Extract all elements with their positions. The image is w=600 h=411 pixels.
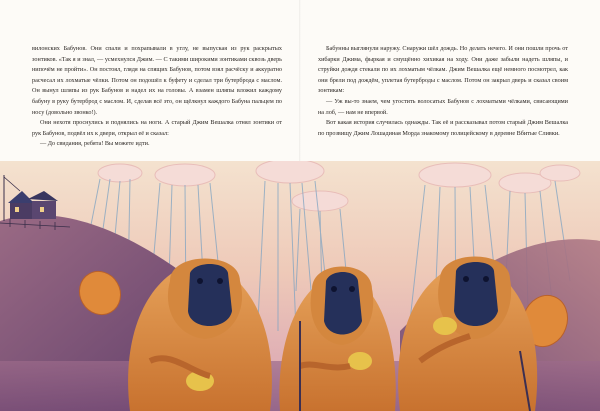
left-paragraph-1: вилонских Бабунов. Они спали и похрапывали в углу, не выпуская из рук раскрытых зонтиков. «Так я и знал, — усмехнулся Джим. — С такими широкими зонтиками сквозь дверь нипочём не пройти». Он постоял, глядя на спящих Бабунов, потом взял расчёску и аккуратно расчесал их лохматые чёлки. Потом он подошёл к буфету и сделал три бутерброда с маслом. Он вынул шляпы из рук Бабунов и надел их на головы. А взамен шляпы вложил каждому бабуну в руку бутерброд с маслом. И, сделав всё это, он щёлкнул каждого Бабуна пальцем по носу (довольно звонко!). <box>32 45 282 116</box>
left-paragraph-3: — До свидания, ребята! Вы можете идти. <box>40 140 150 148</box>
right-paragraph-2: — Уж вы-то знаем, чем угостить волосатых Бабунов с лохматыми чёлками, свисающими на лоб, — нам не впервой. <box>318 97 568 116</box>
right-paragraph-3: Вот какая история случилась однажды. Так её и рассказывал потом старый Джим Вешалка по прозвищу Джим Лошадиная Морда знакомому полицейскому в деревне Вбитые Сливки. <box>318 119 568 137</box>
right-page-text <box>318 44 568 139</box>
left-paragraph-2: Они нехотя проснулись и поднялись на ноги. А старый Джим Вешалка отнял зонтики от рук Бабунов, подвёл их к двери, открыл её и сказал: <box>32 119 282 137</box>
baboons-in-rain-illustration <box>0 161 600 411</box>
left-page-text <box>32 44 282 150</box>
right-paragraph-1: Бабунны выглянули наружу. Снаружи шёл дождь. Но делать нечего. И они пошли прочь от хибарки Джима, фыркая и смущённо хихикая на ходу. Они даже забыли надеть шляпы, и струйки дождя стекали по их лохматым чёлкам. Джим Вешалка ещё немного посмотрел, как они брели под дождём, уплетая бутерброды с маслом. Потом он закрыл дверь и сказал своим зонтикам: <box>318 45 568 95</box>
